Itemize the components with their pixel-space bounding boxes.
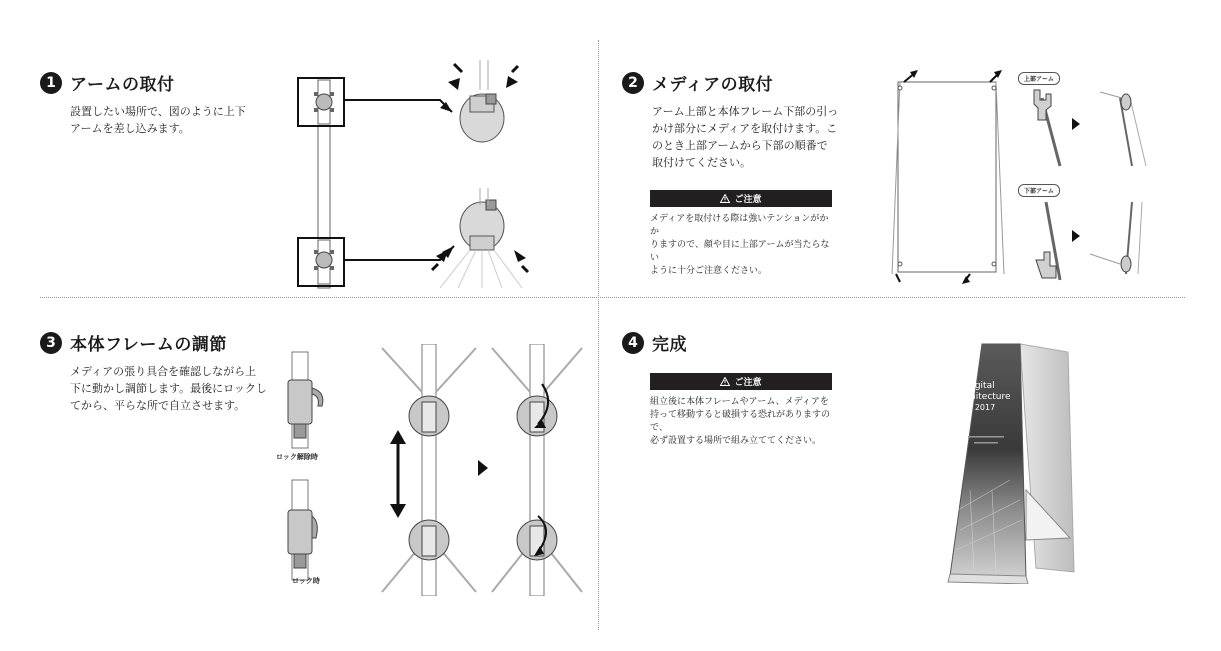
poster-title-line3: 2017 xyxy=(974,403,996,412)
caution-text: メディアを取付ける際は強いテンションがかか りますので、顔や目に上部アームが当たらない ように十分ご注意ください。 xyxy=(650,214,830,276)
caution-header xyxy=(650,190,832,207)
step-number-badge: 1 xyxy=(40,72,62,94)
completed-stand-figure xyxy=(940,340,1090,584)
top-arm-label: 上部アーム xyxy=(1018,72,1060,85)
horizontal-divider xyxy=(40,297,1185,298)
caution-box-step4 xyxy=(650,373,832,448)
frame-adjust-figure xyxy=(378,344,588,596)
step-number-badge: 3 xyxy=(40,332,62,354)
poster-title-line2: Architecture xyxy=(955,392,1011,402)
warning-triangle-icon xyxy=(720,377,730,386)
step-3 xyxy=(40,330,267,414)
bottom-arm-label: 下部アーム xyxy=(1018,184,1060,197)
step-title: メディアの取付 xyxy=(652,75,774,95)
step-description: 設置したい場所で、図のように上下 アームを差し込みます。 xyxy=(70,105,246,135)
lock-detail-figure xyxy=(280,348,340,594)
step-title: アームの取付 xyxy=(70,75,175,95)
caution-text: 組立後に本体フレームやアーム、メディアを 持って移動すると破損する恐れがありますので、 必ず設置する場所で組み立ててください。 xyxy=(650,397,831,446)
media-attach-figure xyxy=(886,64,1016,290)
step-description: メディアの張り具合を確認しながら上 下に動かし調節します。最後にロックし てから、平らな所で自立させます。 xyxy=(70,365,267,412)
caution-label: ご注意 xyxy=(734,378,762,388)
unlocked-caption: ロック解除時 xyxy=(276,453,318,461)
caution-header xyxy=(650,373,832,390)
poster-title-line1: Digital xyxy=(965,381,995,391)
caution-box-step2 xyxy=(650,190,832,278)
step-title: 完成 xyxy=(652,335,687,355)
step-1 xyxy=(40,70,246,137)
caution-label: ご注意 xyxy=(734,195,762,205)
step-4 xyxy=(622,330,687,355)
arm-hook-detail-figure xyxy=(1020,84,1180,290)
step-number-badge: 2 xyxy=(622,72,644,94)
step-number-badge: 4 xyxy=(622,332,644,354)
vertical-divider xyxy=(598,40,599,630)
step-title: 本体フレームの調節 xyxy=(70,335,227,355)
step-2 xyxy=(622,70,838,171)
step-description: アーム上部と本体フレーム下部の引っ かけ部分にメディアを取付けます。こ のとき上部アームから下部の順番で 取付けてください。 xyxy=(652,105,839,169)
warning-triangle-icon xyxy=(720,194,730,203)
arm-attach-figure xyxy=(290,60,570,292)
locked-caption: ロック時 xyxy=(292,577,320,585)
